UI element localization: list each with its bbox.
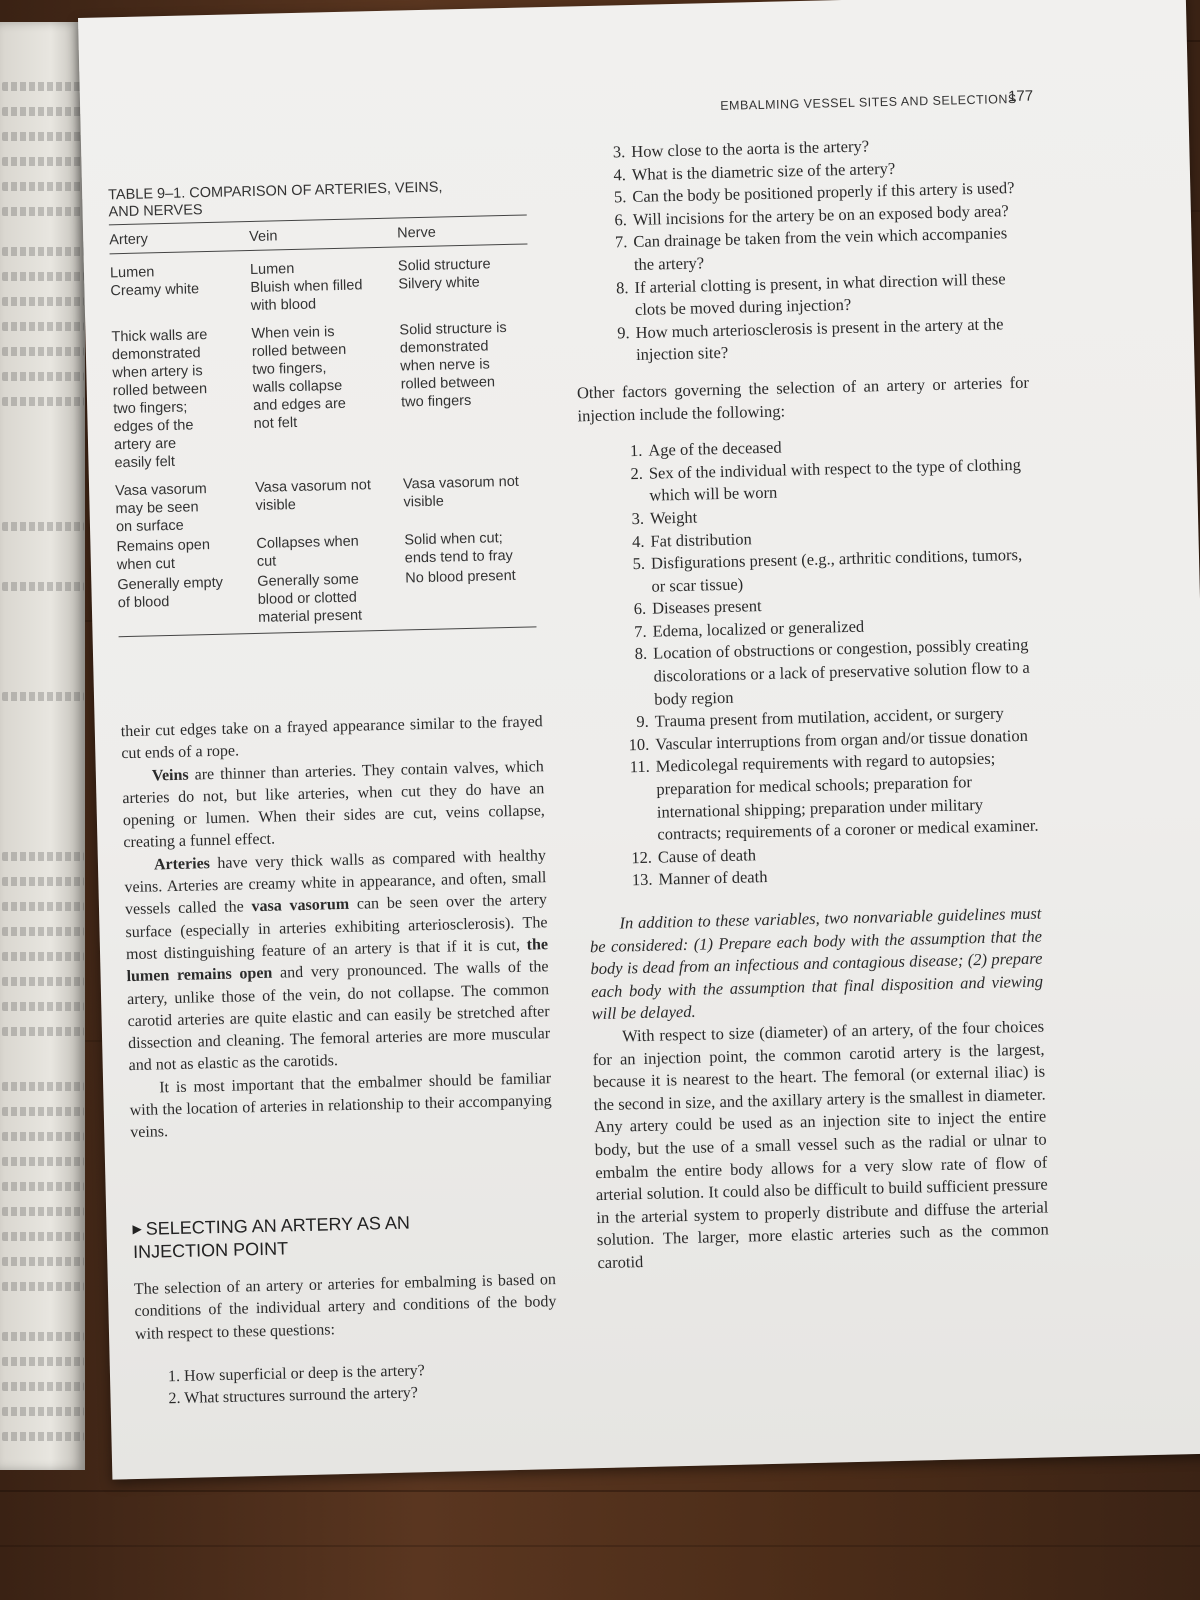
table-cell: Generally empty of blood [117,574,224,612]
list-item: 7. Edema, localized or generalized [634,616,865,641]
page-number: 177 [1007,87,1034,106]
paragraph: their cut edges take on a frayed appearance similar to the frayed cut ends of a rope. [120,713,543,763]
table-row [115,472,534,536]
table-cell: Lumen Bluish when filled with blood [249,260,363,315]
list-item: 2. Sex of the individual with respect to the type of clothing which will be worn [630,454,1022,505]
question-list-right [603,132,1028,368]
list-item: 1. Age of the deceased [629,437,782,461]
table-cell: When vein is rolled between two fingers, walls collapse and edges are not felt [251,324,347,432]
header-vein: Vein [249,228,278,246]
table-cell: Vasa vasorum not visible [402,473,520,511]
question-list-left [168,1357,549,1411]
list-item: 1. How superficial or deep is the artery? [167,1362,425,1386]
table-row [110,254,529,318]
list-item: 13. Manner of death [631,867,768,890]
list-item: 6. Diseases present [633,596,762,619]
table-row [111,318,532,472]
comparison-table [108,177,536,637]
left-column-text [121,711,553,1144]
facing-page-edge [0,22,85,1470]
table-cell: Lumen Creamy white [109,264,200,300]
table-cell: Thick walls are demonstrated when artery is rolled between two fingers; edges of the artery are easily felt [111,327,208,472]
list-item: 11. Medicolegal requirements with regard to autopsies; preparation for medical schools; preparation for international shipping; preparation under military contracts; requirements of a coroner or medical examiner. [629,749,1039,844]
table-cell: Generally some blood or clotted material present [257,571,363,626]
table-cell: Vasa vasorum may be seen on surface [114,481,207,536]
list-item: 5. Disfigurations present (e.g., arthritic conditions, tumors, or scar tissue) [632,545,1023,596]
header-artery: Artery [109,231,149,249]
table-title: TABLE 9–1. COMPARISON OF ARTERIES, VEINS, AND NERVES [107,179,443,221]
list-item: 10. Vascular interruptions from organ and/or tissue donation [628,725,1029,755]
table-cell: Remains open when cut [116,537,211,574]
list-item: 8. If arterial clotting is present, in what direction will these clots be moved during injection? [615,268,1006,320]
table-cell: Solid structure Silvery white [397,256,491,293]
guidelines-paragraph: In addition to these variables, two nonvariable guidelines must be considered: (1) Prepare each body with the assumption that the body is dead from an infectious and contagious disease; (2) prepare each body with the assumption that final disposition and viewing will be delayed. [589,903,1044,1024]
book-page [78,0,1200,1480]
list-item: 5. Can the body be positioned properly if this artery is used? [613,178,1015,207]
table-cell: Vasa vasorum not visible [254,477,372,514]
paragraph: It is most important that the embalmer should be familiar with the location of arteries in relationship to their accompanying veins. [129,1069,552,1142]
section-heading: ▶ SELECTING AN ARTERY AS AN INJECTION POINT [132,1212,411,1263]
right-column-text [571,132,1050,1275]
paragraph-veins: Veins are thinner than arteries. They contain valves, which arteries do not, but like arteries, when cut they do have an opening or lumen. When their sides are cut, veins collapse, creating a funnel effect. [122,757,546,852]
list-item: 2. What structures surround the artery? [168,1384,419,1408]
table-cell: Solid when cut; ends tend to fray [404,530,513,567]
list-item: 7. Can drainage be taken from the vein which accompanies the artery? [614,223,1008,274]
list-item: 6. Will incisions for the artery be on an exposed body area? [614,200,1009,230]
table-cell: Collapses when cut [256,533,359,570]
list-item: 8. Location of obstructions or congestion, possibly creating discolorations or a lack of preservative solution flow to a body region [634,635,1030,709]
table-row [117,566,536,630]
factors-intro: Other factors governing the selection of an artery or arteries for injection include the following: [576,372,1030,425]
table-cell: Solid structure is demonstrated when nerve is rolled between two fingers [399,319,507,411]
list-item: 4. What is the diametric size of the artery? [613,158,896,185]
running-head: EMBALMING VESSEL SITES AND SELECTIONS [720,91,1017,113]
list-item: 9. How much arteriosclerosis is present in the artery at the injection site? [616,314,1004,365]
factors-list [612,431,1041,893]
artery-size-paragraph: With respect to size (diameter) of an artery, of the four choices for an injection point, the common carotid artery is the largest, because it is nearest to the heart. The femoral (or external iliac) is the second in size, and the axillary artery is the smallest in diameter. Any artery could be used as an injection site to inject the entire body, but the use of a small vessel such as the radial or ulnar to embalm the entire body allows for a very slow rate of flow of arterial solution. It could also be difficult to build sufficient pressure in the arterial system to properly distribute and diffuse the arterial solution. The larger, more elastic arteries such as the common carotid [592,1016,1050,1273]
list-item: 9. Trauma present from mutilation, accident, or surgery [636,703,1005,732]
paragraph-arteries: Arteries have very thick walls as compared with healthy veins. Arteries are creamy white in appearance, and often, small vessels called the vasa vasorum can be seen over the artery surface (especially in arteries exhibiting arteriosclerosis). The most distinguishing feature of an artery is that if it is cut, the lumen remains open and very pronounced. The walls of the artery, unlike those of the vein, do not collapse. The common carotid arteries are quite elastic and can easily be stretched after dissection and cleaning. The femoral arteries are more muscular and not as elastic as the carotids. [124,846,551,1075]
section-intro: The selection of an artery or arteries for embalming is based on conditions of the individual artery and conditions of the body with respect to these questions: [133,1271,557,1343]
header-nerve: Nerve [396,224,437,242]
list-item: 3. Weight [631,507,698,529]
triangle-bullet-icon: ▶ [132,1221,142,1237]
list-item: 4. Fat distribution [631,528,752,551]
list-item: 3. How close to the aorta is the artery? [612,136,870,162]
list-item: 12. Cause of death [631,845,757,868]
table-cell: No blood present [405,567,516,587]
